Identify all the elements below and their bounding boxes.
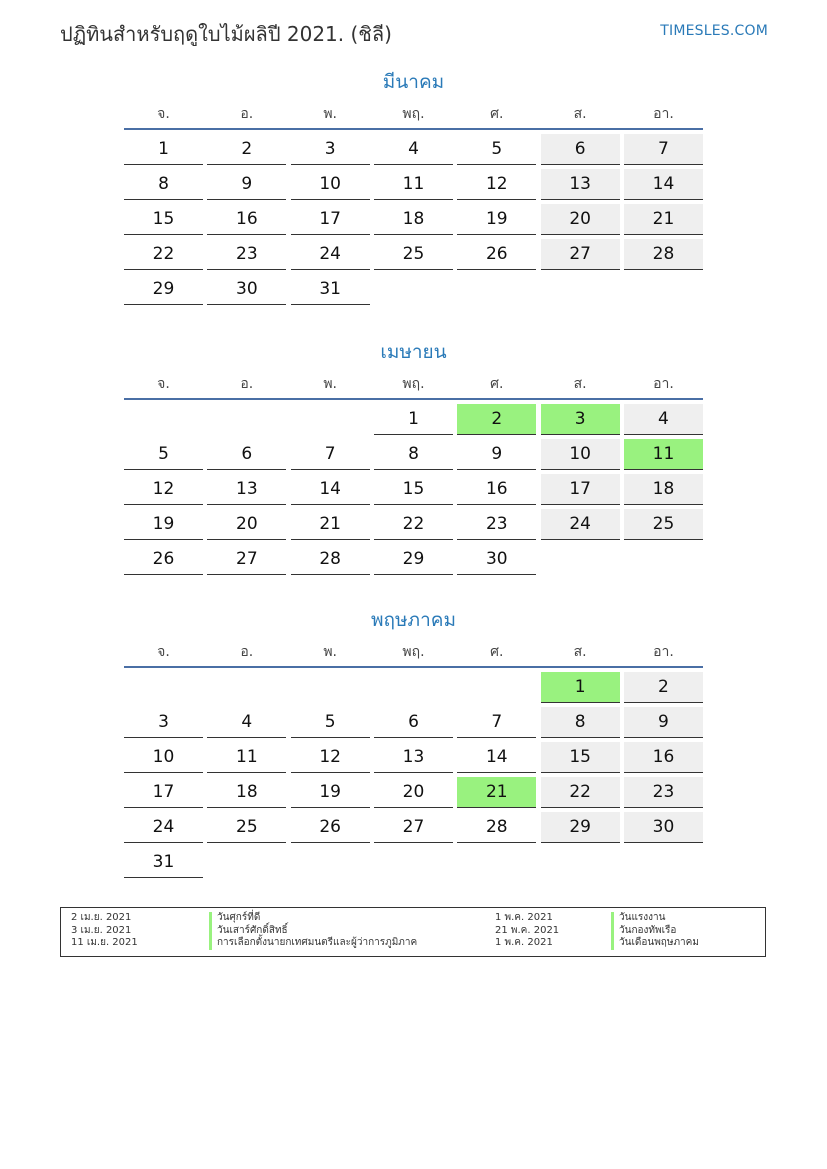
week-row [124, 439, 703, 470]
legend-left-names [209, 912, 417, 950]
day-cell: 21 [457, 777, 536, 808]
day-cell: 5 [457, 134, 536, 165]
empty-day-cell [541, 274, 620, 305]
day-cell: 30 [624, 812, 703, 843]
day-cell: 4 [207, 707, 286, 738]
day-cell: 24 [541, 509, 620, 540]
day-cell: 24 [124, 812, 203, 843]
day-cell: 27 [374, 812, 453, 843]
day-cell: 31 [291, 274, 370, 305]
day-cell: 19 [291, 777, 370, 808]
day-cell: 20 [374, 777, 453, 808]
legend-date: 1 พ.ค. 2021 [495, 912, 553, 923]
day-cell: 17 [124, 777, 203, 808]
page-title: ปฏิทินสำหรับฤดูใบไม้ผลิปี 2021. (ชิลี) [60, 22, 392, 46]
weekday-label: พ. [323, 376, 337, 392]
day-cell: 4 [624, 404, 703, 435]
day-cell: 21 [291, 509, 370, 540]
header-divider [124, 398, 703, 400]
empty-day-cell [457, 847, 536, 878]
day-cell: 18 [374, 204, 453, 235]
weekday-label: อา. [653, 106, 674, 122]
day-cell: 26 [457, 239, 536, 270]
day-cell: 11 [374, 169, 453, 200]
day-cell: 5 [124, 439, 203, 470]
day-cell: 19 [124, 509, 203, 540]
day-cell: 15 [374, 474, 453, 505]
day-cell: 7 [457, 707, 536, 738]
day-cell: 24 [291, 239, 370, 270]
empty-day-cell [541, 847, 620, 878]
weekday-label: จ. [157, 106, 170, 122]
day-cell: 14 [624, 169, 703, 200]
day-cell: 10 [291, 169, 370, 200]
empty-day-cell [207, 672, 286, 703]
day-cell: 23 [207, 239, 286, 270]
day-cell: 29 [124, 274, 203, 305]
weekday-label: อ. [240, 106, 254, 122]
day-cell: 11 [207, 742, 286, 773]
month-calendar [124, 606, 703, 878]
day-cell: 10 [541, 439, 620, 470]
weekday-label: พฤ. [402, 644, 425, 660]
day-cell: 28 [291, 544, 370, 575]
week-row [124, 672, 703, 703]
day-cell: 19 [457, 204, 536, 235]
day-cell: 14 [291, 474, 370, 505]
day-cell: 17 [541, 474, 620, 505]
empty-day-cell [457, 672, 536, 703]
day-cell: 8 [124, 169, 203, 200]
day-cell: 22 [124, 239, 203, 270]
day-cell: 9 [207, 169, 286, 200]
site-link[interactable]: TIMESLES.COM [660, 23, 768, 39]
day-cell: 20 [207, 509, 286, 540]
day-cell: 16 [207, 204, 286, 235]
day-cell: 23 [457, 509, 536, 540]
day-cell: 14 [457, 742, 536, 773]
day-cell: 9 [624, 707, 703, 738]
day-cell: 7 [624, 134, 703, 165]
empty-day-cell [374, 672, 453, 703]
month-calendar [124, 338, 703, 575]
day-cell: 3 [291, 134, 370, 165]
legend-right-dates [495, 912, 615, 950]
legend-date: 11 เม.ย. 2021 [71, 937, 138, 948]
day-cell: 6 [207, 439, 286, 470]
empty-day-cell [207, 847, 286, 878]
day-cell: 13 [541, 169, 620, 200]
day-cell: 2 [457, 404, 536, 435]
empty-day-cell [291, 672, 370, 703]
weekday-label: จ. [157, 376, 170, 392]
empty-day-cell [124, 404, 203, 435]
day-cell: 13 [374, 742, 453, 773]
day-cell: 2 [207, 134, 286, 165]
legend-name: วันกองทัพเรือ [619, 924, 677, 936]
empty-day-cell [457, 274, 536, 305]
day-cell: 15 [124, 204, 203, 235]
empty-day-cell [374, 847, 453, 878]
week-row [124, 812, 703, 843]
day-cell: 29 [374, 544, 453, 575]
empty-day-cell [624, 847, 703, 878]
week-row [124, 274, 703, 305]
day-cell: 15 [541, 742, 620, 773]
weekday-header [124, 100, 703, 128]
week-row [124, 742, 703, 773]
week-row [124, 239, 703, 270]
week-row [124, 777, 703, 808]
weekday-label: ศ. [490, 106, 504, 122]
day-cell: 2 [624, 672, 703, 703]
weekday-label: ส. [573, 644, 587, 660]
day-cell: 28 [624, 239, 703, 270]
legend-name: วันเสาร์ศักดิ์สิทธิ์ [217, 924, 288, 936]
week-row [124, 169, 703, 200]
header-divider [124, 128, 703, 130]
day-cell: 20 [541, 204, 620, 235]
day-cell: 30 [207, 274, 286, 305]
day-cell: 16 [457, 474, 536, 505]
day-cell: 8 [541, 707, 620, 738]
week-row [124, 847, 703, 878]
legend-name: การเลือกตั้งนายกเทศมนตรีและผู้ว่าการภูมิภาค [217, 937, 418, 948]
day-cell: 27 [207, 544, 286, 575]
day-cell: 22 [541, 777, 620, 808]
day-cell: 5 [291, 707, 370, 738]
legend-date: 2 เม.ย. 2021 [71, 912, 132, 923]
empty-day-cell [291, 847, 370, 878]
day-cell: 21 [624, 204, 703, 235]
day-cell: 17 [291, 204, 370, 235]
month-title: เมษายน [380, 341, 447, 363]
day-cell: 25 [624, 509, 703, 540]
legend-name: วันศุกร์ที่ดี [217, 912, 261, 923]
day-cell: 22 [374, 509, 453, 540]
empty-day-cell [207, 404, 286, 435]
weekday-label: จ. [157, 644, 170, 660]
day-cell: 3 [541, 404, 620, 435]
weekday-label: ศ. [490, 376, 504, 392]
legend-right-names [611, 912, 699, 950]
day-cell: 18 [207, 777, 286, 808]
empty-day-cell [541, 544, 620, 575]
day-cell: 27 [541, 239, 620, 270]
day-cell: 1 [374, 404, 453, 435]
day-cell: 30 [457, 544, 536, 575]
legend-date: 3 เม.ย. 2021 [71, 924, 132, 936]
weekday-header [124, 638, 703, 666]
day-cell: 8 [374, 439, 453, 470]
weekday-label: อา. [653, 644, 674, 660]
day-cell: 29 [541, 812, 620, 843]
day-cell: 26 [291, 812, 370, 843]
week-row [124, 544, 703, 575]
day-cell: 9 [457, 439, 536, 470]
day-cell: 11 [624, 439, 703, 470]
empty-day-cell [124, 672, 203, 703]
day-cell: 18 [624, 474, 703, 505]
empty-day-cell [291, 404, 370, 435]
weekday-label: อ. [240, 376, 254, 392]
month-title: มีนาคม [382, 71, 445, 93]
legend-name: วันแรงงาน [619, 912, 666, 923]
day-cell: 10 [124, 742, 203, 773]
day-cell: 7 [291, 439, 370, 470]
weekday-label: อ. [240, 644, 254, 660]
legend-date: 21 พ.ค. 2021 [495, 924, 560, 936]
day-cell: 13 [207, 474, 286, 505]
weekday-label: ส. [573, 106, 587, 122]
legend-left-dates [71, 912, 191, 950]
week-row [124, 204, 703, 235]
day-cell: 3 [124, 707, 203, 738]
weekday-label: ส. [573, 376, 587, 392]
weekday-label: อา. [653, 376, 674, 392]
weekday-label: พฤ. [402, 106, 425, 122]
empty-day-cell [624, 544, 703, 575]
day-cell: 28 [457, 812, 536, 843]
day-cell: 31 [124, 847, 203, 878]
day-cell: 12 [457, 169, 536, 200]
day-cell: 12 [291, 742, 370, 773]
month-title: พฤษภาคม [371, 609, 456, 631]
legend-name: วันเดือนพฤษภาคม [619, 937, 699, 948]
day-cell: 23 [624, 777, 703, 808]
day-cell: 26 [124, 544, 203, 575]
empty-day-cell [624, 274, 703, 305]
day-cell: 25 [374, 239, 453, 270]
day-cell: 6 [541, 134, 620, 165]
week-row [124, 509, 703, 540]
day-cell: 16 [624, 742, 703, 773]
day-cell: 4 [374, 134, 453, 165]
header-divider [124, 666, 703, 668]
day-cell: 1 [124, 134, 203, 165]
day-cell: 12 [124, 474, 203, 505]
weekday-label: ศ. [490, 644, 504, 660]
weekday-label: พฤ. [402, 376, 425, 392]
legend-date: 1 พ.ค. 2021 [495, 937, 553, 948]
week-row [124, 404, 703, 435]
week-row [124, 134, 703, 165]
week-row [124, 474, 703, 505]
weekday-header [124, 370, 703, 398]
month-calendar [124, 68, 703, 305]
weekday-label: พ. [323, 106, 337, 122]
week-row [124, 707, 703, 738]
holiday-legend [60, 907, 766, 957]
weekday-label: พ. [323, 644, 337, 660]
day-cell: 1 [541, 672, 620, 703]
empty-day-cell [374, 274, 453, 305]
day-cell: 6 [374, 707, 453, 738]
day-cell: 25 [207, 812, 286, 843]
